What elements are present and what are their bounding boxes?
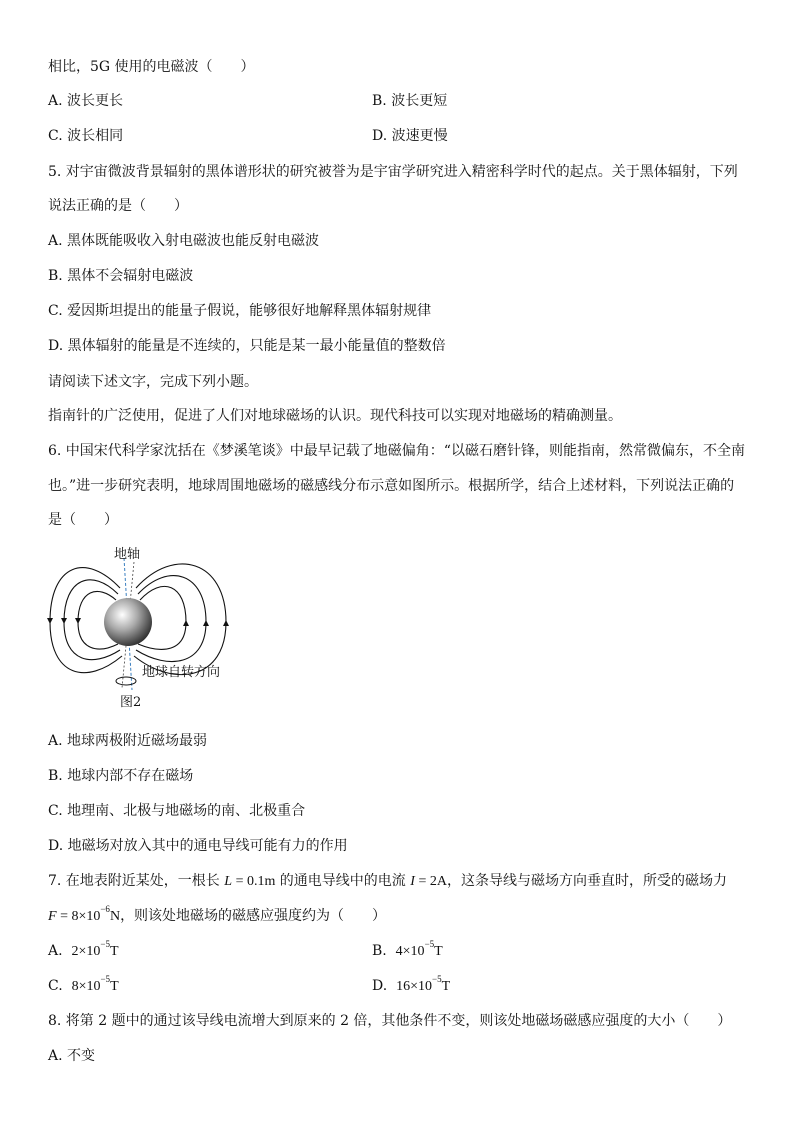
length-symbol: L — [224, 874, 233, 889]
force-symbol: F — [48, 909, 57, 924]
q4-option-b: B. 波长更短 — [372, 93, 448, 109]
axis-label: 地轴 — [114, 547, 141, 562]
q7-option-d — [372, 976, 450, 997]
q4-option-d: D. 波速更慢 — [372, 128, 448, 144]
option-mantissa: 8×10 — [71, 979, 101, 994]
q7-text: 7. 在地表附近某处，一根长 — [48, 873, 225, 889]
q7-text: ，这条导线与磁场方向垂直时，所受的磁场力 — [446, 873, 727, 889]
q7-stem-line1 — [48, 871, 727, 892]
option-label: C. — [48, 978, 63, 994]
q7-stem-line2 — [48, 906, 386, 927]
option-exponent: −5 — [432, 974, 442, 985]
q7-option-b — [372, 941, 443, 962]
earth-globe — [104, 598, 152, 646]
q5-stem-line1: 5. 对宇宙微波背景辐射的黑体谱形状的研究被誉为是宇宙学研究进入精密科学时代的起点。关于黑体辐射，下列 — [48, 164, 738, 180]
q6-stem-line3: 是（ ） — [48, 512, 118, 528]
q6-option-a: A. 地球两极附近磁场最弱 — [48, 733, 208, 749]
option-exponent: −5 — [424, 939, 435, 950]
option-label: B. — [372, 943, 387, 959]
force-value: = 8×10 — [56, 909, 101, 924]
rotation-label: 地球自转方向 — [142, 665, 221, 680]
q5-option-a: A. 黑体既能吸收入射电磁波也能反射电磁波 — [48, 233, 320, 249]
option-label: A. — [48, 943, 63, 959]
reading-passage: 指南针的广泛使用，促进了人们对地球磁场的认识。现代科技可以实现对地磁场的精确测量。 — [48, 408, 622, 424]
q5-stem-line2: 说法正确的是（ ） — [48, 198, 188, 214]
option-exponent: −5 — [100, 939, 110, 950]
q4-stem: 相比，5G 使用的电磁波（ ） — [48, 59, 255, 75]
q4-option-a: A. 波长更长 — [48, 93, 124, 109]
q5-option-b: B. 黑体不会辐射电磁波 — [48, 268, 194, 284]
q6-option-c: C. 地理南、北极与地磁场的南、北极重合 — [48, 803, 306, 819]
current-symbol: I — [410, 874, 415, 889]
option-unit: T — [434, 944, 443, 959]
q7-text: 的通电导线中的电流 — [275, 873, 411, 889]
option-mantissa: 4×10 — [395, 944, 425, 959]
q5-option-c: C. 爱因斯坦提出的能量子假说，能够很好地解释黑体辐射规律 — [48, 303, 432, 319]
q7-option-a — [48, 941, 119, 962]
force-unit: N — [109, 909, 121, 924]
option-unit: T — [110, 979, 119, 994]
rotation-ellipse — [116, 677, 136, 685]
option-unit: T — [441, 979, 451, 994]
q6-stem-line1: 6. 中国宋代科学家沈括在《梦溪笔谈》中最早记载了地磁偏角：“以磁石磨针锋，则能指南，然常微偏东，不全南 — [48, 443, 745, 459]
reading-instruction: 请阅读下述文字，完成下列小题。 — [48, 374, 258, 390]
earth-magnetic-field-figure — [44, 540, 244, 712]
q7-option-c — [48, 976, 119, 997]
figure-caption: 图2 — [120, 695, 142, 710]
q6-option-b: B. 地球内部不存在磁场 — [48, 768, 194, 784]
length-value: = 0.1m — [232, 874, 276, 889]
q8-stem: 8. 将第 2 题中的通过该导线电流增大到原来的 2 倍，其他条件不变，则该处地磁场磁感应强度的大小（ ） — [48, 1013, 732, 1029]
q4-option-c: C. 波长相同 — [48, 128, 124, 144]
option-exponent: −5 — [100, 974, 111, 985]
option-mantissa: 16×10 — [396, 979, 432, 994]
q6-option-d: D. 地磁场对放入其中的通电导线可能有力的作用 — [48, 838, 348, 854]
q7-text: ，则该处地磁场的磁感应强度约为（ ） — [120, 908, 387, 924]
q6-stem-line2: 也。”进一步研究表明，地球周围地磁场的磁感线分布示意如图所示。根据所学，结合上述材料，下列说法正确的 — [48, 478, 735, 494]
q8-option-a: A. 不变 — [48, 1048, 96, 1064]
current-value: = 2A — [414, 874, 447, 889]
force-exponent: −6 — [100, 904, 110, 915]
option-label: D. — [372, 978, 388, 994]
q5-option-d: D. 黑体辐射的能量是不连续的，只能是某一最小能量值的整数倍 — [48, 338, 446, 354]
option-mantissa: 2×10 — [71, 944, 101, 959]
option-unit: T — [109, 944, 119, 959]
